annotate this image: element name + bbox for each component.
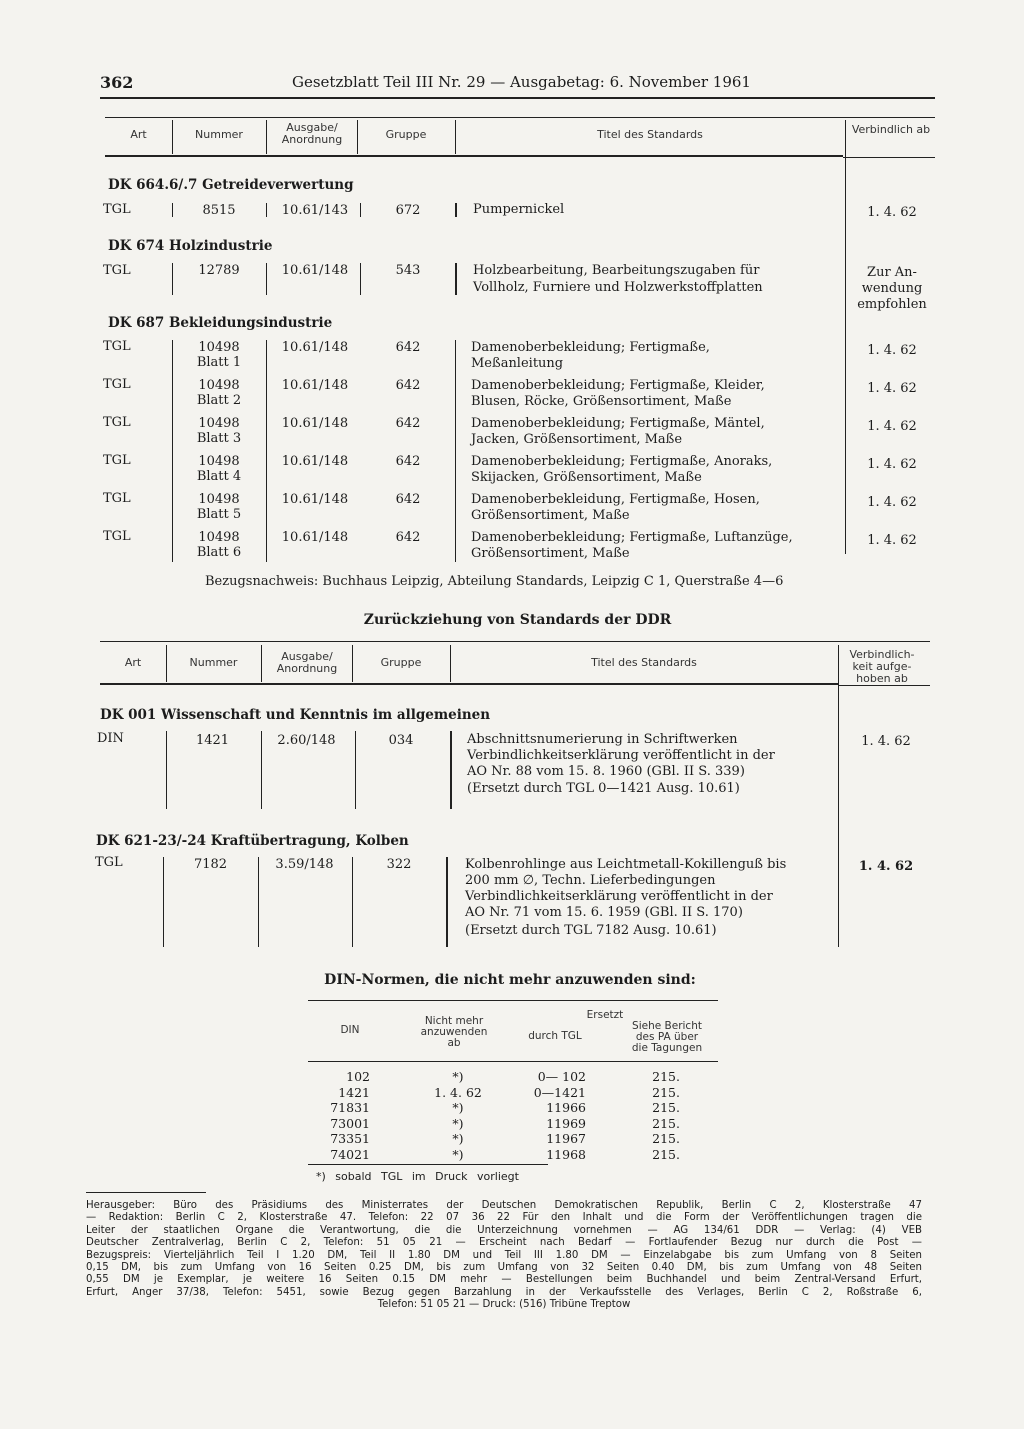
section-title: Zurückziehung von Standards der DDR: [363, 612, 672, 628]
cell-tgl: 11969: [546, 1115, 586, 1131]
col-header-durch-tgl: durch TGL: [528, 1030, 582, 1042]
group-heading: DK 664.6/.7 Getreideverwertung: [108, 177, 354, 193]
cell-tgl: 0—1421: [533, 1084, 586, 1100]
page-number: 362: [100, 73, 134, 92]
table1-right-divider: [845, 120, 846, 554]
group-heading: DK 674 Holzindustrie: [108, 238, 273, 254]
footnote: *) sobald TGL im Druck vorliegt: [316, 1170, 519, 1183]
table2-top-rule: [100, 641, 930, 642]
group-heading: DK 687 Bekleidungsindustrie: [108, 315, 333, 331]
table1-header-rule: [105, 155, 843, 157]
imprint-line: 0,55 DM je Exemplar, je weitere 16 Seiten 0.15 DM mehr — Bestellungen beim Buchhandel und beim Zentral-Versand Erfurt,: [86, 1274, 922, 1286]
col-header-nicht-mehr: Nicht mehr anzuwenden ab: [420, 1015, 488, 1049]
col-header-nummer: Nummer: [195, 128, 243, 141]
imprint-line: Telefon: 51 05 21 — Druck: (516) Tribüne Treptow: [377, 1299, 631, 1311]
table2-header-rule: [100, 683, 838, 685]
imprint-line: Deutscher Zentralverlag, Berlin C 2, Telefon: 51 05 21 — Erscheint nach Bedarf — Fortlaufender Bezug nur durch die Post —: [86, 1237, 922, 1249]
imprint-line: Bezugspreis: Vierteljährlich Teil I 1.20 DM, Teil II 1.80 DM und Teil III 1.80 DM — Einzelabgabe bis zum Umfang von 8 Seiten: [86, 1249, 922, 1261]
header-rule: [100, 97, 935, 99]
col-header-bericht: Siehe Bericht des PA über die Tagungen: [631, 1020, 703, 1054]
col-header-ausgabe: Ausgabe/ Anordnung: [276, 650, 338, 675]
cell-bericht: 215.: [652, 1131, 680, 1146]
imprint-line: Erfurt, Anger 37/38, Telefon: 5451, sowie Bezug gegen Barzahlung in der Verkaufsstelle des Verlages, Berlin C 2, Roßstraße 6,: [86, 1286, 922, 1298]
col-header-titel: Titel des Standards: [597, 128, 703, 141]
col-header-ausgabe: Ausgabe/ Anordnung: [281, 121, 343, 146]
cell-din: 71831: [330, 1100, 370, 1115]
imprint-line: — Redaktion: Berlin C 2, Klosterstraße 47. Telefon: 22 07 36 22 Für den Inhalt und die Form der Veröffentlichungen tragen die: [86, 1212, 922, 1224]
page-header-title: Gesetzblatt Teil III Nr. 29 — Ausgabetag: 6. November 1961: [292, 73, 751, 91]
cell-ab: *): [452, 1100, 464, 1115]
table2-right-divider: [838, 645, 839, 947]
col-header-ersetzt: Ersetzt: [586, 1009, 624, 1021]
col-header-nummer: Nummer: [189, 656, 238, 669]
cell-ab: 1. 4. 62: [434, 1084, 482, 1100]
section-title: DIN-Normen, die nicht mehr anzuwenden sind:: [324, 972, 696, 988]
imprint: [86, 1200, 922, 1312]
cell-din: 74021: [330, 1146, 370, 1162]
cell-ab: *): [452, 1146, 464, 1162]
cell-din: 102: [346, 1069, 370, 1084]
imprint-line: Leiter der staatlichen Organe die Verantwortung, die die Unterzeichnung vornehmen — AG 134/61 DDR — Verlag: (4) VEB: [86, 1224, 922, 1236]
imprint-line: Herausgeber: Büro des Präsidiums des Ministerrates der Deutschen Demokratischen Republik, Berlin C 2, Klosterstraße 47: [86, 1200, 922, 1211]
source-note: Bezugsnachweis: Buchhaus Leipzig, Abteilung Standards, Leipzig C 1, Querstraße 4—6: [205, 574, 784, 589]
col-header-art: Art: [124, 656, 142, 669]
cell-din: 73351: [330, 1131, 370, 1146]
cell-din: 73001: [330, 1115, 370, 1131]
group-heading: DK 621-23/-24 Kraftübertragung, Kolben: [96, 833, 409, 849]
imprint-line: 0,15 DM, bis zum Umfang von 16 Seiten 0.25 DM, bis zum Umfang von 32 Seiten 0.40 DM, bis zum Umfang von 48 Seiten: [86, 1262, 922, 1274]
cell-din: 1421: [338, 1084, 370, 1100]
cell-ab: *): [452, 1131, 464, 1146]
cell-bericht: 215.: [652, 1069, 680, 1084]
table1-top-rule: [105, 117, 935, 118]
cell-tgl: 11967: [546, 1131, 586, 1146]
cell-ab: *): [452, 1069, 464, 1084]
col-header-gruppe: Gruppe: [385, 128, 427, 141]
col-header-titel: Titel des Standards: [591, 656, 697, 669]
cell-tgl: 0— 102: [537, 1069, 586, 1084]
cell-bericht: 215.: [652, 1115, 680, 1131]
col-header-art: Art: [130, 128, 147, 141]
cell-tgl: 11968: [546, 1146, 586, 1162]
cell-ab: *): [452, 1115, 464, 1131]
group-heading: DK 001 Wissenschaft und Kenntnis im allgemeinen: [100, 707, 491, 723]
col-header-aufgehoben: Verbindlich-keit aufge-hoben ab: [849, 648, 915, 685]
table1-header-rule-right: [843, 157, 935, 158]
cell-bericht: 215.: [652, 1146, 680, 1162]
col-header-gruppe: Gruppe: [380, 656, 422, 669]
col-header-verbindlich: Verbindlich ab: [851, 123, 931, 136]
cell-bericht: 215.: [652, 1100, 680, 1115]
cell-bericht: 215.: [652, 1084, 680, 1100]
col-header-din: DIN: [340, 1024, 360, 1036]
cell-tgl: 11966: [546, 1100, 586, 1115]
